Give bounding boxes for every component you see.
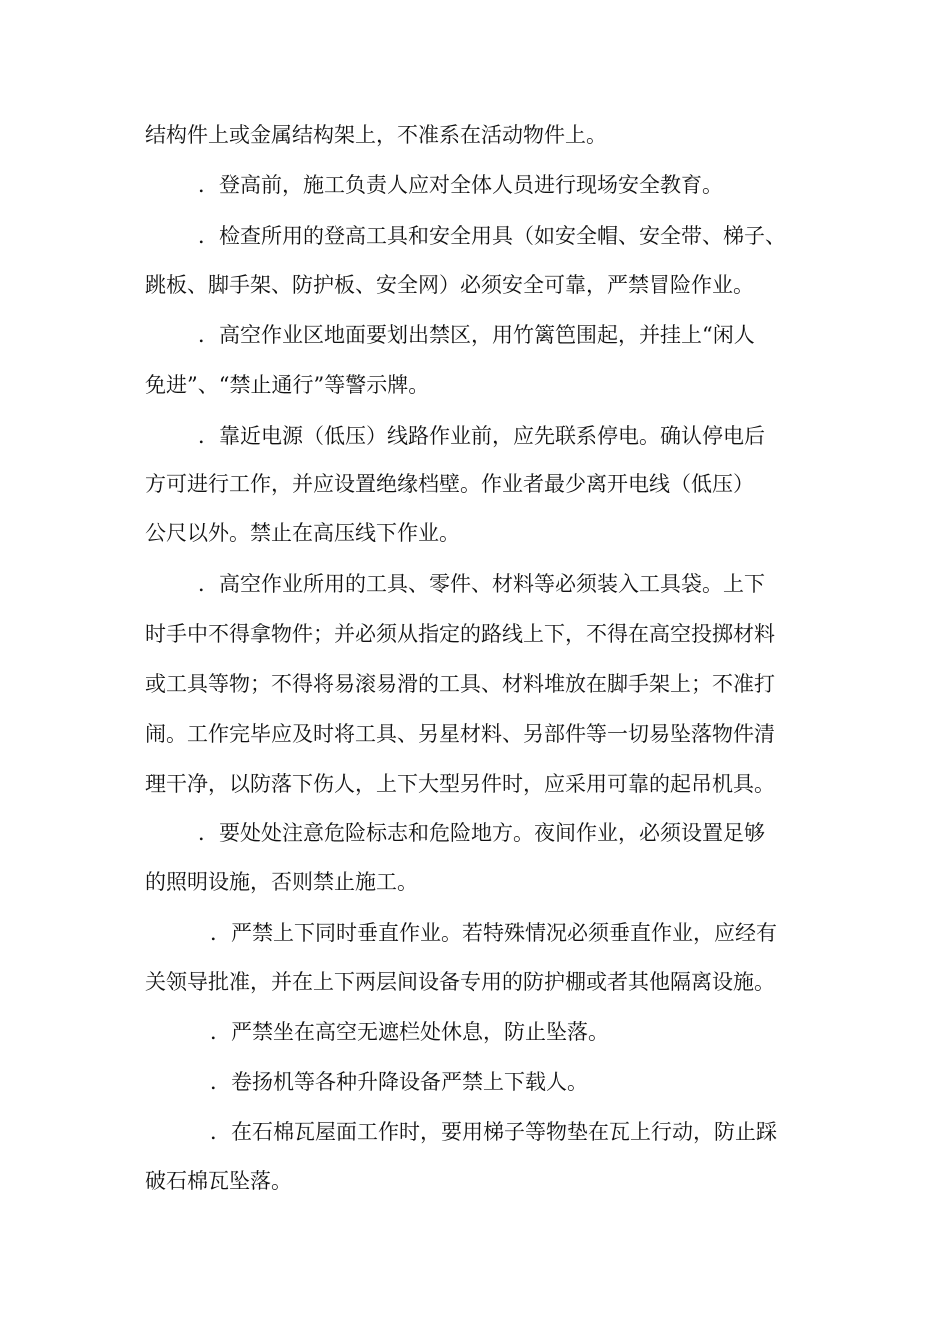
text-line-content: 关领导批准，并在上下两层间设备专用的防护棚或者其他隔离设施。: [145, 970, 775, 994]
text-line: [0, 614, 950, 654]
text-line: [0, 265, 950, 305]
text-line-content: ．要处处注意危险标志和危险地方。夜间作业，必须设置足够: [198, 821, 765, 845]
text-line-content: ．卷扬机等各种升降设备严禁上下载人。: [210, 1070, 588, 1094]
text-line-content: 时手中不得拿物件；并必须从指定的路线上下，不得在高空投掷材料: [145, 622, 775, 646]
text-line: [0, 764, 950, 804]
text-line-content: 方可进行工作，并应设置绝缘档壁。作业者最少离开电线（低压）: [145, 472, 754, 496]
text-line-content: 或工具等物；不得将易滚易滑的工具、材料堆放在脚手架上；不准打: [145, 672, 775, 696]
text-line-content: 跳板、脚手架、防护板、安全网）必须安全可靠，严禁冒险作业。: [145, 273, 754, 297]
text-line-content: 公尺以外。禁止在高压线下作业。: [145, 521, 460, 545]
text-line: [0, 1062, 950, 1102]
text-line-content: 免进”、“禁止通行”等警示牌。: [145, 373, 430, 397]
text-line: [0, 714, 950, 754]
text-line-content: ．严禁上下同时垂直作业。若特殊情况必须垂直作业，应经有: [210, 921, 777, 945]
text-line: [0, 165, 950, 205]
text-line: [0, 416, 950, 456]
text-line-content: 理干净，以防落下伤人，上下大型另件时，应采用可靠的起吊机具。: [145, 772, 775, 796]
text-line: [0, 315, 950, 355]
text-line-content: ．登高前，施工负责人应对全体人员进行现场安全教育。: [198, 173, 723, 197]
text-line-content: ．高空作业区地面要划出禁区，用竹篱笆围起，并挂上“闲人: [198, 323, 755, 347]
text-line: [0, 365, 950, 405]
text-line: [0, 1112, 950, 1152]
text-line: [0, 564, 950, 604]
text-line-content: 闹。工作完毕应及时将工具、另星材料、另部件等一切易坠落物件清: [145, 722, 775, 746]
text-line-content: 破石棉瓦坠落。: [145, 1169, 292, 1193]
text-line: [0, 962, 950, 1002]
text-line: [0, 813, 950, 853]
text-line-content: ．检查所用的登高工具和安全用具（如安全帽、安全带、梯子、: [198, 224, 786, 248]
text-line-content: ．高空作业所用的工具、零件、材料等必须装入工具袋。上下: [198, 572, 765, 596]
text-line-content: ．严禁坐在高空无遮栏处休息，防止坠落。: [210, 1020, 609, 1044]
text-line: [0, 664, 950, 704]
text-line: [0, 216, 950, 256]
text-line: [0, 1012, 950, 1052]
text-line: [0, 513, 950, 553]
text-line: [0, 1161, 950, 1201]
text-line: [0, 464, 950, 504]
text-line: [0, 862, 950, 902]
text-line-content: ．在石棉瓦屋面工作时，要用梯子等物垫在瓦上行动，防止踩: [210, 1120, 777, 1144]
text-line: [0, 115, 950, 155]
text-line-content: 的照明设施，否则禁止施工。: [145, 870, 418, 894]
text-line: [0, 913, 950, 953]
text-line-content: ．靠近电源（低压）线路作业前，应先联系停电。确认停电后: [198, 424, 765, 448]
text-line-content: 结构件上或金属结构架上，不准系在活动物件上。: [145, 123, 607, 147]
